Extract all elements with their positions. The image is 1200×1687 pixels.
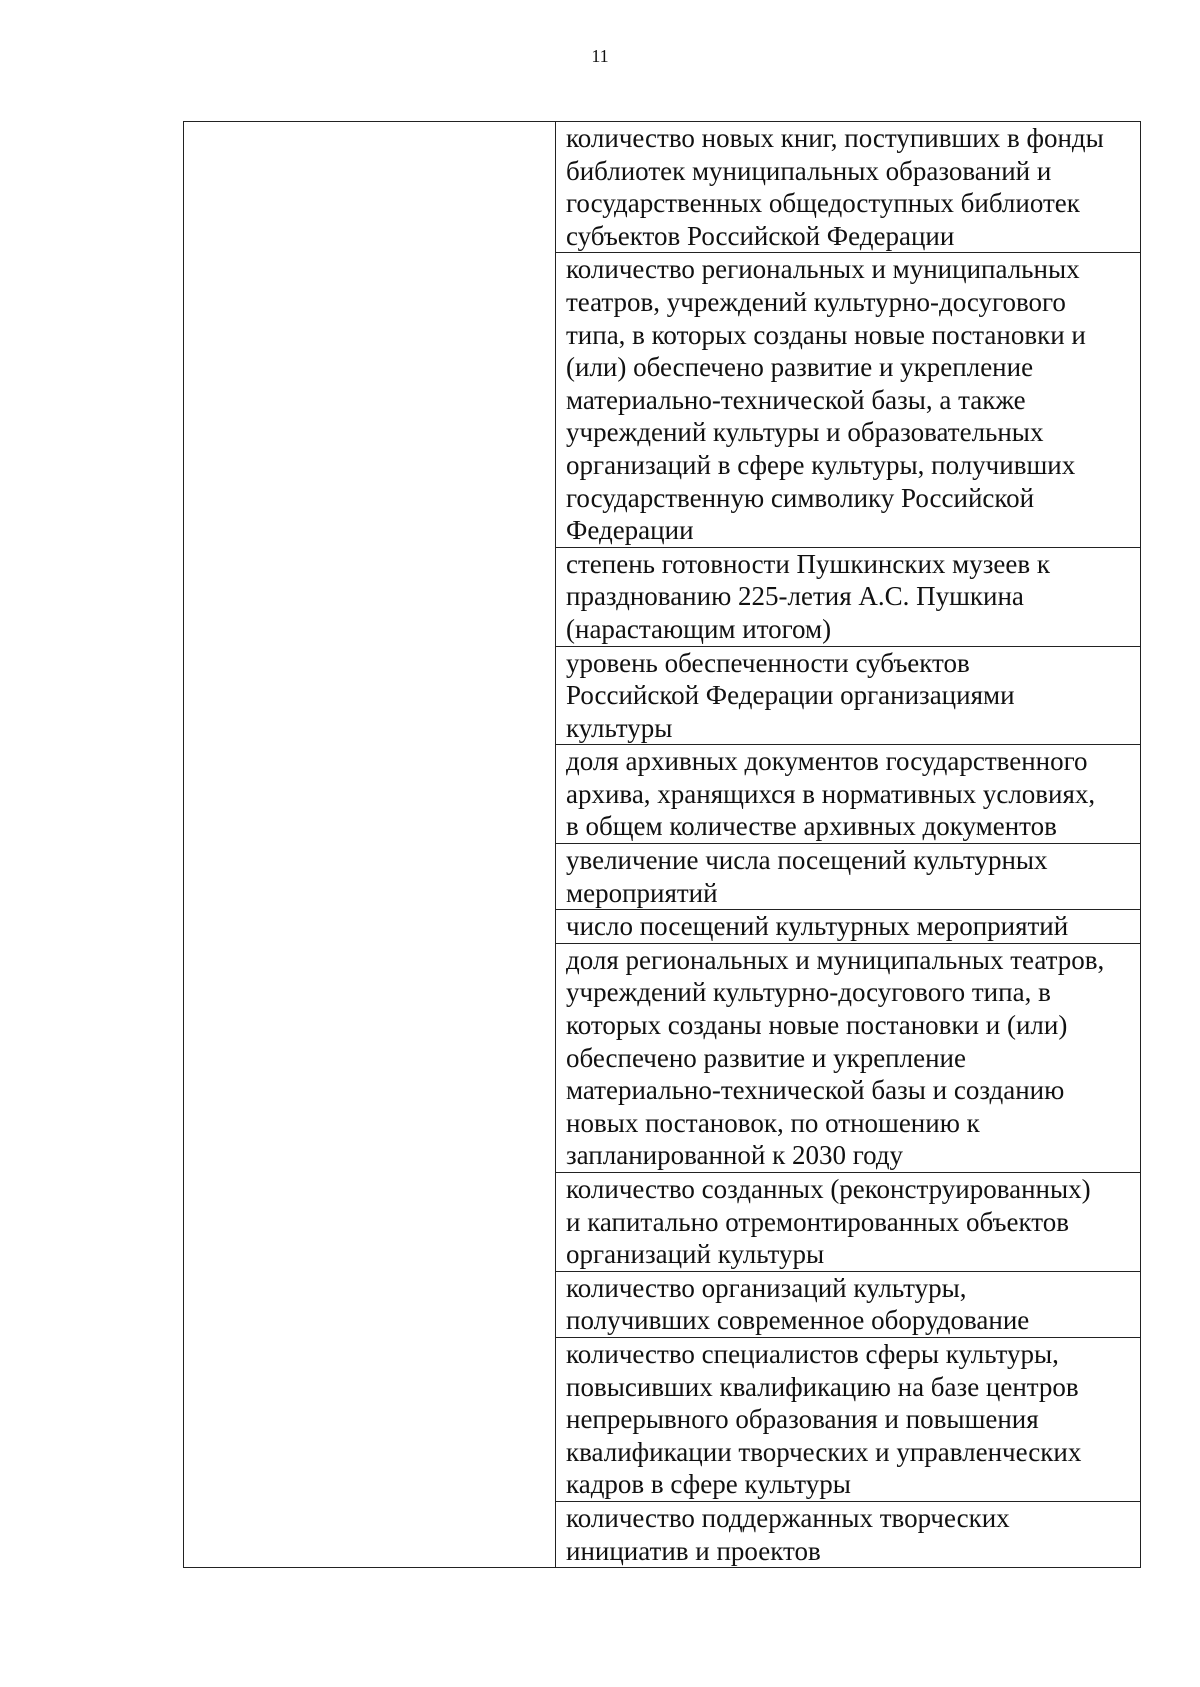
table-row: количество поддержанных творческих инициатив и проектов bbox=[556, 1501, 1140, 1567]
table-row: число посещений культурных мероприятий bbox=[556, 909, 1140, 943]
table-right-column bbox=[556, 122, 1140, 1567]
table-row: количество региональных и муниципальных театров, учреждений культурно-досугового типа, в которых созданы новые постановки и (или) обеспечено развитие и укрепление материально-технической базы, а также учреждений культуры и образовательных организаций в сфере культуры, получивших государственную символику Российской Федерации bbox=[556, 252, 1140, 546]
indicators-table bbox=[183, 121, 1141, 1568]
table-row: количество созданных (реконструированных) и капитально отремонтированных объектов организаций культуры bbox=[556, 1172, 1140, 1271]
table-row: уровень обеспеченности субъектов Российской Федерации организациями культуры bbox=[556, 646, 1140, 745]
table-row: доля региональных и муниципальных театров, учреждений культурно-досугового типа, в которых созданы новые постановки и (или) обеспечено развитие и укрепление материально-технической базы и созданию новых постановок, по отношению к запланированной к 2030 году bbox=[556, 943, 1140, 1172]
table-row: степень готовности Пушкинских музеев к празднованию 225-летия А.С. Пушкина (нарастающим итогом) bbox=[556, 547, 1140, 646]
table-left-column-empty bbox=[184, 122, 556, 1567]
table-row: количество специалистов сферы культуры, повысивших квалификацию на базе центров непрерывного образования и повышения квалификации творческих и управленческих кадров в сфере культуры bbox=[556, 1337, 1140, 1501]
page-number: 11 bbox=[591, 46, 609, 66]
table-row: увеличение числа посещений культурных мероприятий bbox=[556, 843, 1140, 909]
table-row: количество организаций культуры, получивших современное оборудование bbox=[556, 1271, 1140, 1337]
table-row: количество новых книг, поступивших в фонды библиотек муниципальных образований и государственных общедоступных библиотек субъектов Российской Федерации bbox=[566, 123, 1104, 251]
table-row: доля архивных документов государственного архива, хранящихся в нормативных условиях, в общем количестве архивных документов bbox=[556, 744, 1140, 843]
